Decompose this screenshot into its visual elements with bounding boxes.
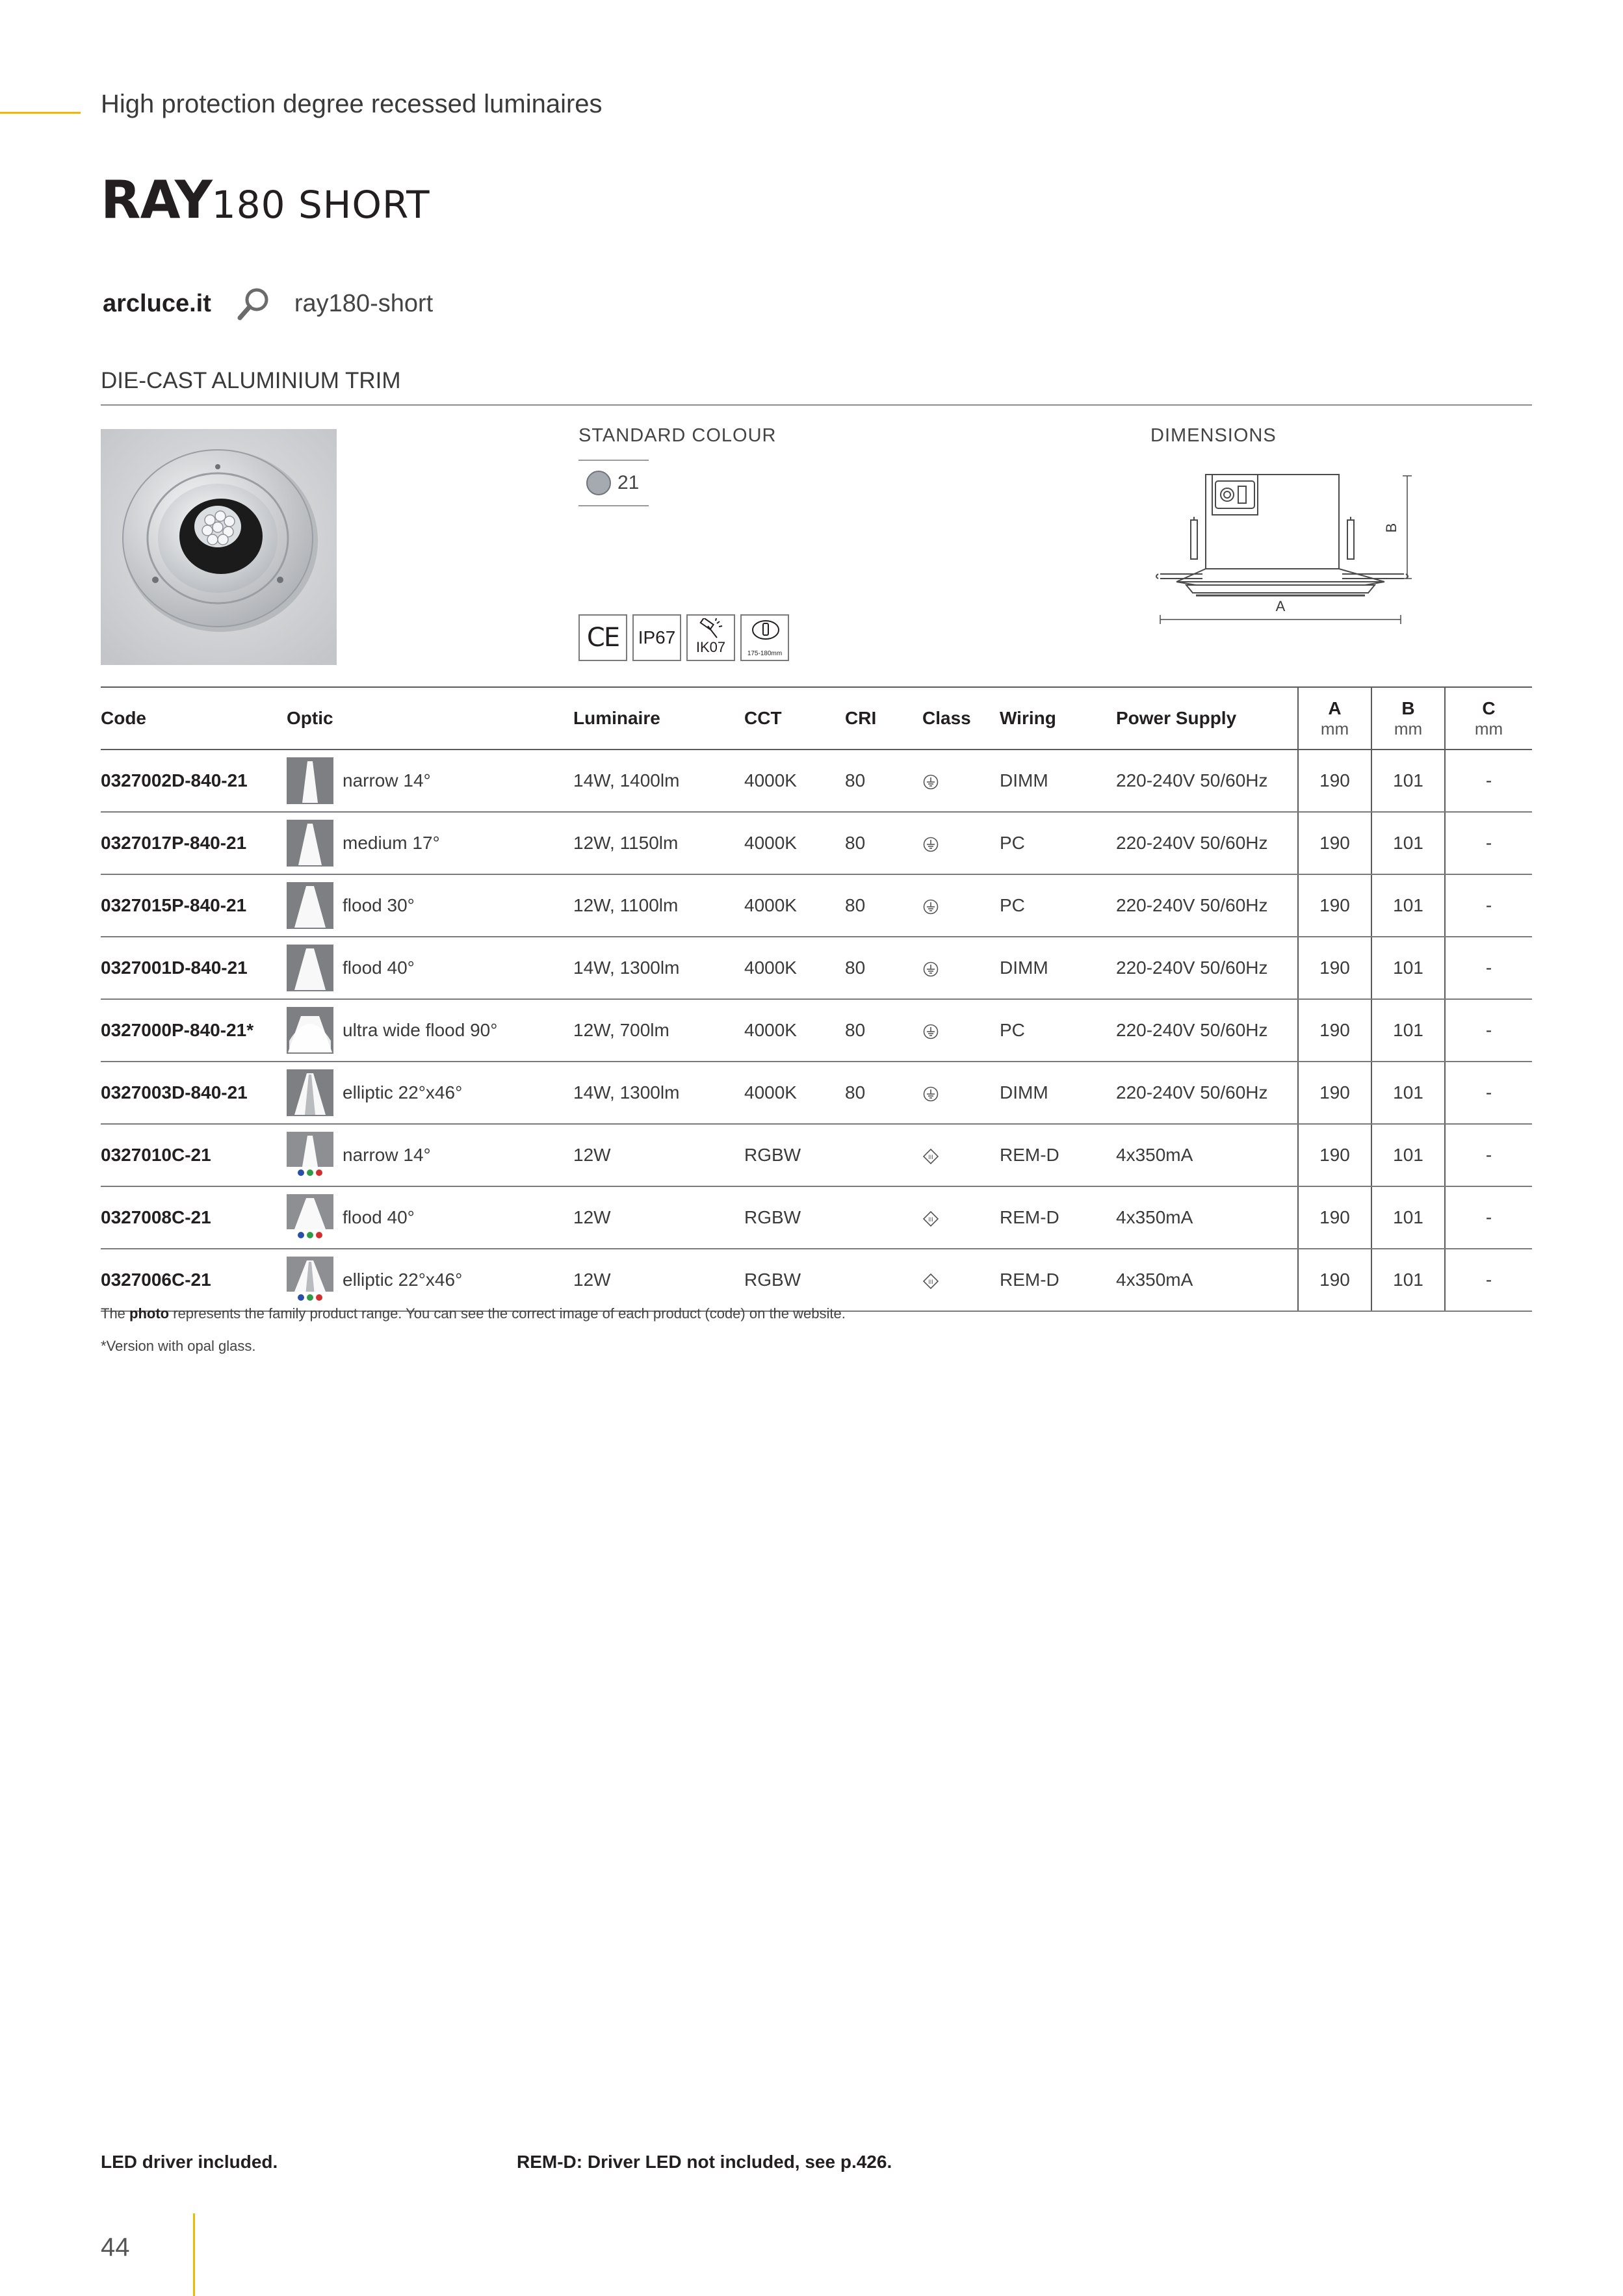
optic-cell xyxy=(287,999,573,1062)
cct-value: 4000K xyxy=(744,937,845,999)
power-supply-value: 220-240V 50/60Hz xyxy=(1116,937,1298,999)
class-cell xyxy=(922,812,1000,874)
rgbw-narrow-beam-icon xyxy=(287,1132,333,1179)
optic-label: flood 30° xyxy=(343,895,415,915)
product-code: 0327003D-840-21 xyxy=(101,1062,287,1124)
optic xyxy=(287,1194,573,1241)
optic-cell xyxy=(287,1249,573,1311)
optic-cell xyxy=(287,1124,573,1186)
cri-value: 80 xyxy=(845,812,922,874)
cct-value: 4000K xyxy=(744,750,845,812)
class-cell xyxy=(922,1124,1000,1186)
class-i-earth-icon xyxy=(922,836,939,853)
luminaire-output: 12W xyxy=(573,1124,744,1186)
header-cri: CRI xyxy=(845,687,922,750)
power-supply-value: 4x350mA xyxy=(1116,1124,1298,1186)
cct-value: 4000K xyxy=(744,874,845,937)
rgbw-elliptic-beam-icon xyxy=(287,1257,333,1303)
luminaire-output: 12W, 700lm xyxy=(573,999,744,1062)
power-supply-value: 4x350mA xyxy=(1116,1249,1298,1311)
category-heading: High protection degree recessed luminaires xyxy=(101,90,603,118)
optic xyxy=(287,1069,573,1116)
wiring-value: PC xyxy=(1000,874,1116,937)
section-title: DIE-CAST ALUMINIUM TRIM xyxy=(101,368,401,393)
specification-table xyxy=(101,686,1532,1312)
section-divider xyxy=(101,404,1532,406)
cri-value: 80 xyxy=(845,1062,922,1124)
table-row xyxy=(101,1124,1532,1186)
optic-cell xyxy=(287,812,573,874)
svg-text:III: III xyxy=(928,1153,933,1160)
dimension-b-value: 101 xyxy=(1371,937,1445,999)
dimension-c-value: - xyxy=(1445,750,1532,812)
photo-note xyxy=(101,1305,846,1322)
luminaire-output: 14W, 1300lm xyxy=(573,1062,744,1124)
class-cell xyxy=(922,1249,1000,1311)
medium-beam-icon xyxy=(287,820,333,867)
ik-rating-label: IK07 xyxy=(695,639,726,655)
ultra-wide-beam-icon xyxy=(287,1007,333,1054)
dimension-a-value: 190 xyxy=(1298,999,1371,1062)
wiring-value: PC xyxy=(1000,812,1116,874)
optic-cell xyxy=(287,1062,573,1124)
header-code: Code xyxy=(101,687,287,750)
dimension-b-value: 101 xyxy=(1371,1062,1445,1124)
standard-colour-label: STANDARD COLOUR xyxy=(578,425,777,446)
wiring-value: DIMM xyxy=(1000,750,1116,812)
dimension-drawing xyxy=(1150,455,1423,634)
dimension-c-value: - xyxy=(1445,1186,1532,1249)
cri-value: 80 xyxy=(845,937,922,999)
cct-value: 4000K xyxy=(744,1062,845,1124)
header-wiring: Wiring xyxy=(1000,687,1116,750)
wiring-value: REM-D xyxy=(1000,1186,1116,1249)
ip-rating-badge: IP67 xyxy=(632,614,681,661)
optic-cell xyxy=(287,1186,573,1249)
product-name-light: 180 SHORT xyxy=(211,183,430,227)
product-code: 0327001D-840-21 xyxy=(101,937,287,999)
optic-cell xyxy=(287,750,573,812)
class-cell xyxy=(922,750,1000,812)
class-cell xyxy=(922,999,1000,1062)
table-row xyxy=(101,874,1532,937)
luminaire-output: 12W, 1150lm xyxy=(573,812,744,874)
page-number: 44 xyxy=(101,2233,130,2262)
header-c-letter: C xyxy=(1482,698,1496,718)
class-i-earth-icon xyxy=(922,1086,939,1102)
optic xyxy=(287,1007,573,1054)
dimension-c-value: - xyxy=(1445,999,1532,1062)
product-code: 0327008C-21 xyxy=(101,1186,287,1249)
opal-glass-note: *Version with opal glass. xyxy=(101,1338,256,1354)
power-supply-value: 220-240V 50/60Hz xyxy=(1116,750,1298,812)
wiring-value: DIMM xyxy=(1000,937,1116,999)
optic-cell xyxy=(287,937,573,999)
table-row xyxy=(101,1249,1532,1311)
power-supply-value: 220-240V 50/60Hz xyxy=(1116,812,1298,874)
class-i-earth-icon xyxy=(922,1023,939,1040)
flood-beam-icon xyxy=(287,945,333,991)
dimension-a-value: 190 xyxy=(1298,750,1371,812)
led-driver-note: LED driver included. xyxy=(101,2152,278,2172)
dimension-a-value: 190 xyxy=(1298,1249,1371,1311)
wiring-value: REM-D xyxy=(1000,1249,1116,1311)
website-reference xyxy=(103,281,433,326)
header-dimension-c xyxy=(1445,687,1532,750)
certification-badges xyxy=(578,614,789,661)
wiring-value: DIMM xyxy=(1000,1062,1116,1124)
table-row xyxy=(101,999,1532,1062)
optic xyxy=(287,757,573,804)
dimension-c-value: - xyxy=(1445,1062,1532,1124)
luminaire-output: 12W xyxy=(573,1186,744,1249)
optic-label: medium 17° xyxy=(343,833,440,853)
cri-value xyxy=(845,1124,922,1186)
cri-value: 80 xyxy=(845,874,922,937)
header-dimension-a xyxy=(1298,687,1371,750)
cri-value: 80 xyxy=(845,999,922,1062)
dimensions-label: DIMENSIONS xyxy=(1150,425,1277,446)
class-i-earth-icon xyxy=(922,774,939,790)
dimension-a-value: 190 xyxy=(1298,937,1371,999)
class-cell xyxy=(922,874,1000,937)
cct-value: 4000K xyxy=(744,999,845,1062)
dimension-c-value: - xyxy=(1445,937,1532,999)
product-code: 0327015P-840-21 xyxy=(101,874,287,937)
optic xyxy=(287,1257,573,1303)
table-header-row xyxy=(101,687,1532,750)
optic-label: narrow 14° xyxy=(343,1145,431,1165)
product-name-bold: RAY xyxy=(101,170,212,230)
cri-value xyxy=(845,1186,922,1249)
dimension-b-value: 101 xyxy=(1371,1249,1445,1311)
table-row xyxy=(101,1062,1532,1124)
accent-rule xyxy=(0,112,81,114)
table-row xyxy=(101,812,1532,874)
optic-label: narrow 14° xyxy=(343,770,431,790)
photo-note-prefix: The xyxy=(101,1305,130,1322)
class-cell xyxy=(922,1186,1000,1249)
header-b-unit: mm xyxy=(1394,718,1423,738)
flood-beam-icon xyxy=(287,882,333,929)
table-row xyxy=(101,937,1532,999)
header-a-letter: A xyxy=(1328,698,1342,718)
power-supply-value: 220-240V 50/60Hz xyxy=(1116,999,1298,1062)
power-supply-value: 4x350mA xyxy=(1116,1186,1298,1249)
dimension-b-value: 101 xyxy=(1371,874,1445,937)
product-photo xyxy=(101,429,337,665)
colour-swatch xyxy=(586,471,611,495)
product-code: 0327002D-840-21 xyxy=(101,750,287,812)
rgbw-flood-beam-icon xyxy=(287,1194,333,1241)
narrow-beam-icon xyxy=(287,757,333,804)
header-cct: CCT xyxy=(744,687,845,750)
ik-rating-badge xyxy=(686,614,735,661)
optic-label: ultra wide flood 90° xyxy=(343,1020,498,1040)
dimension-a-value: 190 xyxy=(1298,874,1371,937)
luminaire-output: 12W, 1100lm xyxy=(573,874,744,937)
dimension-b-value: 101 xyxy=(1371,1124,1445,1186)
dimension-c-value: - xyxy=(1445,874,1532,937)
photo-note-suffix: represents the family product range. You can see the correct image of each product (code) on the website. xyxy=(169,1305,846,1322)
dimension-b-value: 101 xyxy=(1371,812,1445,874)
colour-code: 21 xyxy=(617,472,640,493)
power-supply-value: 220-240V 50/60Hz xyxy=(1116,1062,1298,1124)
ce-mark-icon: CE xyxy=(578,614,627,661)
dimension-a-label: A xyxy=(1275,598,1286,614)
search-term: ray180-short xyxy=(294,289,434,317)
cct-value: RGBW xyxy=(744,1249,845,1311)
class-i-earth-icon xyxy=(922,898,939,915)
dimension-a-value: 190 xyxy=(1298,1062,1371,1124)
svg-text:III: III xyxy=(928,1278,933,1285)
optic-cell xyxy=(287,874,573,937)
optic xyxy=(287,882,573,929)
power-supply-value: 220-240V 50/60Hz xyxy=(1116,874,1298,937)
optic-label: flood 40° xyxy=(343,958,415,978)
header-b-letter: B xyxy=(1401,698,1415,718)
product-code: 0327010C-21 xyxy=(101,1124,287,1186)
dimension-b-value: 101 xyxy=(1371,750,1445,812)
header-a-unit: mm xyxy=(1320,718,1349,738)
product-code: 0327017P-840-21 xyxy=(101,812,287,874)
header-power-supply: Power Supply xyxy=(1116,687,1298,750)
optic xyxy=(287,1132,573,1179)
cct-value: 4000K xyxy=(744,812,845,874)
cri-value xyxy=(845,1249,922,1311)
product-title xyxy=(101,170,430,230)
class-iii-icon xyxy=(922,1148,939,1165)
class-i-earth-icon xyxy=(922,961,939,978)
optic-label: elliptic 22°x46° xyxy=(343,1270,463,1290)
dimension-c-value: - xyxy=(1445,1124,1532,1186)
cutout-size-badge xyxy=(740,614,789,661)
cct-value: RGBW xyxy=(744,1186,845,1249)
cri-value: 80 xyxy=(845,750,922,812)
header-dimension-b xyxy=(1371,687,1445,750)
header-luminaire: Luminaire xyxy=(573,687,744,750)
table-body xyxy=(101,750,1532,1311)
table-row xyxy=(101,750,1532,812)
remd-driver-note: REM-D: Driver LED not included, see p.426. xyxy=(517,2152,892,2172)
wiring-value: PC xyxy=(1000,999,1116,1062)
class-iii-icon xyxy=(922,1273,939,1290)
optic-label: flood 40° xyxy=(343,1207,415,1227)
website-link[interactable]: arcluce.it xyxy=(103,289,211,317)
class-cell xyxy=(922,1062,1000,1124)
svg-text:III: III xyxy=(928,1216,933,1223)
colour-option xyxy=(578,460,649,506)
header-optic: Optic xyxy=(287,687,573,750)
class-iii-icon xyxy=(922,1210,939,1227)
dimension-a-value: 190 xyxy=(1298,812,1371,874)
dimension-b-label: B xyxy=(1383,523,1399,533)
wiring-value: REM-D xyxy=(1000,1124,1116,1186)
footer-accent-rule xyxy=(193,2213,195,2296)
class-cell xyxy=(922,937,1000,999)
optic-label: elliptic 22°x46° xyxy=(343,1082,463,1102)
luminaire-output: 12W xyxy=(573,1249,744,1311)
luminaire-output: 14W, 1400lm xyxy=(573,750,744,812)
dimension-a-value: 190 xyxy=(1298,1124,1371,1186)
optic xyxy=(287,945,573,991)
optic xyxy=(287,820,573,867)
dimension-b-value: 101 xyxy=(1371,1186,1445,1249)
dimension-a-value: 190 xyxy=(1298,1186,1371,1249)
cutout-hole-icon xyxy=(749,618,782,644)
dimension-b-value: 101 xyxy=(1371,999,1445,1062)
table-row xyxy=(101,1186,1532,1249)
product-code: 0327000P-840-21* xyxy=(101,999,287,1062)
luminaire-output: 14W, 1300lm xyxy=(573,937,744,999)
elliptic-beam-icon xyxy=(287,1069,333,1116)
dimension-c-value: - xyxy=(1445,1249,1532,1311)
search-icon xyxy=(236,285,272,322)
photo-note-bold: photo xyxy=(129,1305,170,1322)
dimension-c-value: - xyxy=(1445,812,1532,874)
header-c-unit: mm xyxy=(1474,718,1503,738)
cct-value: RGBW xyxy=(744,1124,845,1186)
cutout-size-label: 175-180mm xyxy=(747,650,783,657)
header-class: Class xyxy=(922,687,1000,750)
product-code: 0327006C-21 xyxy=(101,1249,287,1311)
